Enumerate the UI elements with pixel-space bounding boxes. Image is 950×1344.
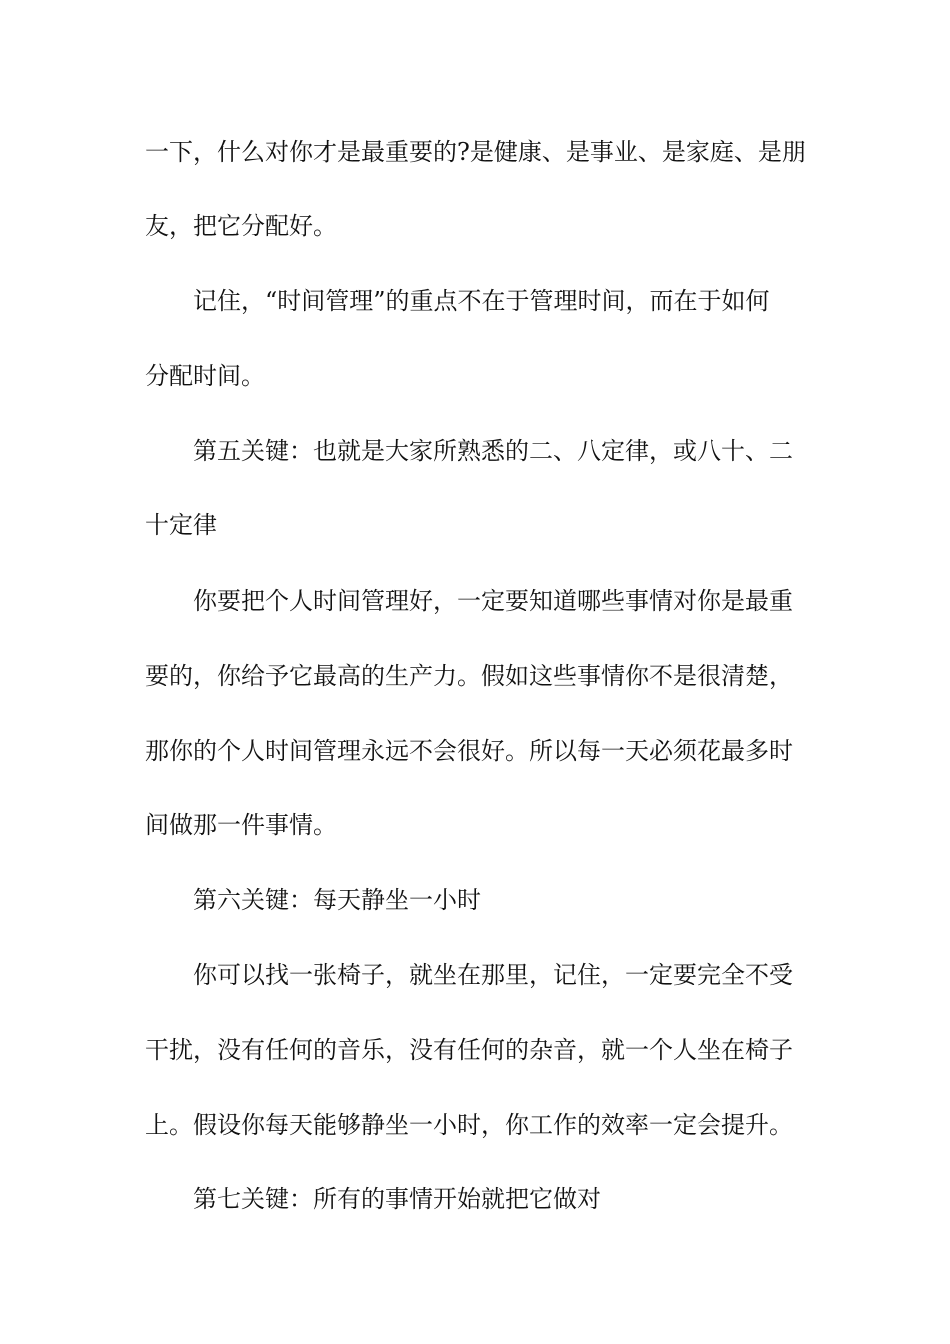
text-line: 十定律 [145, 511, 217, 539]
text-line: 干扰，没有任何的音乐，没有任何的杂音，就一个人坐在椅子 [145, 1036, 793, 1064]
text-line: 上。假设你每天能够静坐一小时，你工作的效率一定会提升。 [145, 1111, 793, 1139]
text-line: 一下，什么对你才是最重要的?是健康、是事业、是家庭、是朋 [145, 138, 806, 166]
text-line: 友，把它分配好。 [145, 212, 337, 240]
paragraph-first-line: 记住，“时间管理”的重点不在于管理时间，而在于如何 [193, 287, 770, 315]
text-line: 要的，你给予它最高的生产力。假如这些事情你不是很清楚， [145, 662, 793, 690]
text-line: 间做那一件事情。 [145, 811, 337, 839]
section-heading-7: 第七关键：所有的事情开始就把它做对 [193, 1185, 601, 1213]
text-line: 那你的个人时间管理永远不会很好。所以每一天必须花最多时 [145, 737, 793, 765]
paragraph-first-line: 你可以找一张椅子，就坐在那里，记住，一定要完全不受 [193, 961, 793, 989]
text-line: 分配时间。 [145, 362, 265, 390]
paragraph-first-line: 你要把个人时间管理好，一定要知道哪些事情对你是最重 [193, 587, 793, 615]
section-heading-5: 第五关键：也就是大家所熟悉的二、八定律，或八十、二 [193, 437, 793, 465]
section-heading-6: 第六关键：每天静坐一小时 [193, 886, 481, 914]
